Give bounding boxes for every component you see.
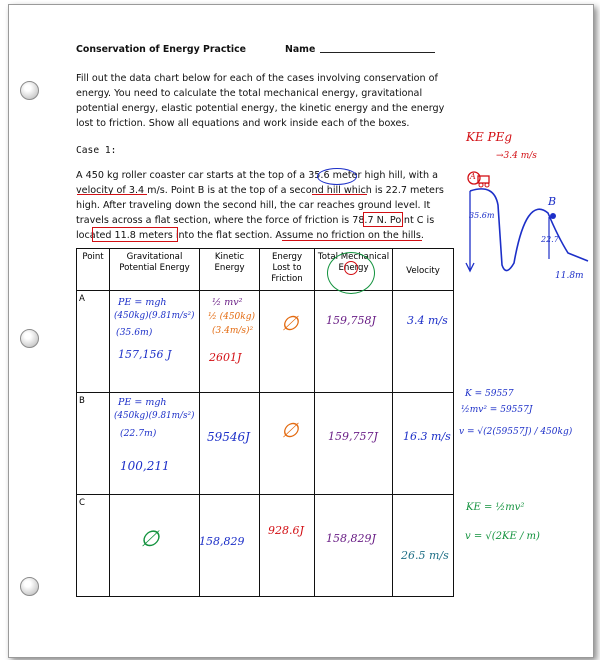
column-header: Velocity bbox=[393, 249, 454, 291]
handwritten-answer: 26.5 m/s bbox=[401, 549, 449, 562]
margin-speed-label: →3.4 m/s bbox=[496, 151, 537, 161]
handwritten-answer: 100,211 bbox=[120, 459, 170, 473]
problem-text: meter high hill, with a velocity of 3.4 m/s. Point B is at the top of a second hill which is 22.7 meters high. After traveling down the second hill, the car reaches ground level. It travels across a flat section, where the force of friction is bbox=[76, 170, 444, 226]
margin-hill-height: 35.6m bbox=[469, 211, 495, 220]
handwritten-answer: 16.3 m/s bbox=[403, 430, 451, 443]
margin-calc-line: ½mv² = 59557J bbox=[461, 405, 533, 415]
margin-point-b: B bbox=[548, 195, 557, 208]
problem-text: A 450 kg roller coaster car starts at the top of a bbox=[76, 170, 309, 181]
worksheet-title: Conservation of Energy Practice bbox=[76, 44, 246, 55]
friction-force-value: 78.7 N bbox=[352, 215, 384, 226]
handwritten-formula: (35.6m) bbox=[116, 327, 153, 338]
handwritten-formula: ½ mv² bbox=[212, 297, 243, 308]
handwritten-answer: 3.4 m/s bbox=[407, 314, 448, 327]
binder-hole bbox=[20, 577, 39, 596]
handwritten-answer: 158,829 bbox=[199, 535, 245, 548]
point-cell: C bbox=[77, 495, 110, 597]
velocity-cell[interactable] bbox=[393, 291, 454, 393]
point-cell: A bbox=[77, 291, 110, 393]
blue-circle-mark bbox=[317, 168, 357, 185]
handwritten-formula: PE = mgh bbox=[118, 297, 167, 308]
name-blank-line[interactable] bbox=[320, 52, 435, 53]
handwritten-formula: (450kg)(9.81m/s²) bbox=[114, 311, 195, 321]
roller-coaster-sketch bbox=[464, 165, 593, 285]
handwritten-formula: ½ (450kg) bbox=[208, 312, 255, 322]
name-label: Name bbox=[285, 44, 316, 55]
case-label: Case 1: bbox=[76, 145, 117, 156]
handwritten-answer: ∅ bbox=[140, 527, 160, 552]
table-header-row bbox=[77, 249, 454, 291]
column-header: Kinetic Energy bbox=[200, 249, 260, 291]
handwritten-answer: 158,829J bbox=[326, 532, 376, 545]
red-underline bbox=[282, 240, 422, 241]
distance-value: 11.8 meters bbox=[114, 230, 173, 241]
margin-hill-b-height: 22.7 bbox=[541, 235, 559, 244]
worksheet-page bbox=[8, 4, 594, 658]
handwritten-answer: 2601J bbox=[209, 351, 242, 364]
point-cell: B bbox=[77, 393, 110, 495]
red-circle-mark bbox=[344, 261, 358, 275]
friction-cell[interactable] bbox=[260, 495, 315, 597]
total-energy-cell[interactable] bbox=[315, 393, 393, 495]
handwritten-answer: 159,758J bbox=[326, 314, 376, 327]
handwritten-answer: ∅ bbox=[281, 418, 299, 442]
handwritten-formula: (450kg)(9.81m/s²) bbox=[114, 411, 195, 421]
handwritten-answer: 59546J bbox=[207, 430, 250, 444]
friction-cell[interactable] bbox=[260, 393, 315, 495]
column-header: Gravitational Potential Energy bbox=[110, 249, 200, 291]
handwritten-answer: ∅ bbox=[281, 311, 299, 335]
total-energy-cell[interactable] bbox=[315, 291, 393, 393]
column-header: Total Mechanical Energy bbox=[315, 249, 393, 291]
red-underline bbox=[77, 194, 147, 195]
handwritten-answer: 159,757J bbox=[328, 430, 378, 443]
total-energy-cell[interactable] bbox=[315, 495, 393, 597]
handwritten-answer: 928.6J bbox=[268, 524, 304, 537]
table-row bbox=[77, 495, 454, 597]
no-friction-note: Assume no friction on the hills. bbox=[275, 230, 424, 241]
problem-text: into the flat section. bbox=[172, 230, 276, 241]
margin-energy-labels: KE PEg bbox=[466, 130, 513, 144]
margin-calc-line: v = √(2(59557J) / 450kg) bbox=[459, 427, 573, 437]
handwritten-formula: PE = mgh bbox=[118, 397, 167, 408]
margin-calc-line: K = 59557 bbox=[465, 389, 514, 399]
handwritten-formula: (22.7m) bbox=[120, 428, 157, 439]
friction-cell[interactable] bbox=[260, 291, 315, 393]
red-box-mark bbox=[92, 227, 178, 242]
margin-distance: 11.8m bbox=[555, 271, 584, 281]
margin-calc-line: KE = ½mv² bbox=[466, 502, 525, 513]
column-header: Energy Lost to Friction bbox=[260, 249, 315, 291]
red-underline bbox=[312, 194, 367, 195]
problem-text: . Point C is located bbox=[76, 215, 435, 241]
handwritten-answer: 157,156 J bbox=[118, 348, 172, 361]
binder-hole bbox=[20, 329, 39, 348]
velocity-cell[interactable] bbox=[393, 495, 454, 597]
margin-point-a: A bbox=[470, 172, 476, 181]
red-box-mark bbox=[363, 212, 403, 227]
handwritten-formula: (3.4m/s)² bbox=[212, 326, 254, 336]
margin-calc-line: v = √(2KE / m) bbox=[465, 531, 540, 542]
hill-height-value: 35.6 bbox=[308, 170, 330, 181]
velocity-cell[interactable] bbox=[393, 393, 454, 495]
instructions-paragraph: Fill out the data chart below for each of the cases involving conservation of energy. You need to calculate the total mechanical energy, gravitational potential energy, elastic potential energy, the kinetic energy and the energy lost to friction. Show all equations and work inside each of the boxes. bbox=[76, 73, 445, 129]
binder-hole bbox=[20, 81, 39, 100]
column-header: Point bbox=[77, 249, 110, 291]
